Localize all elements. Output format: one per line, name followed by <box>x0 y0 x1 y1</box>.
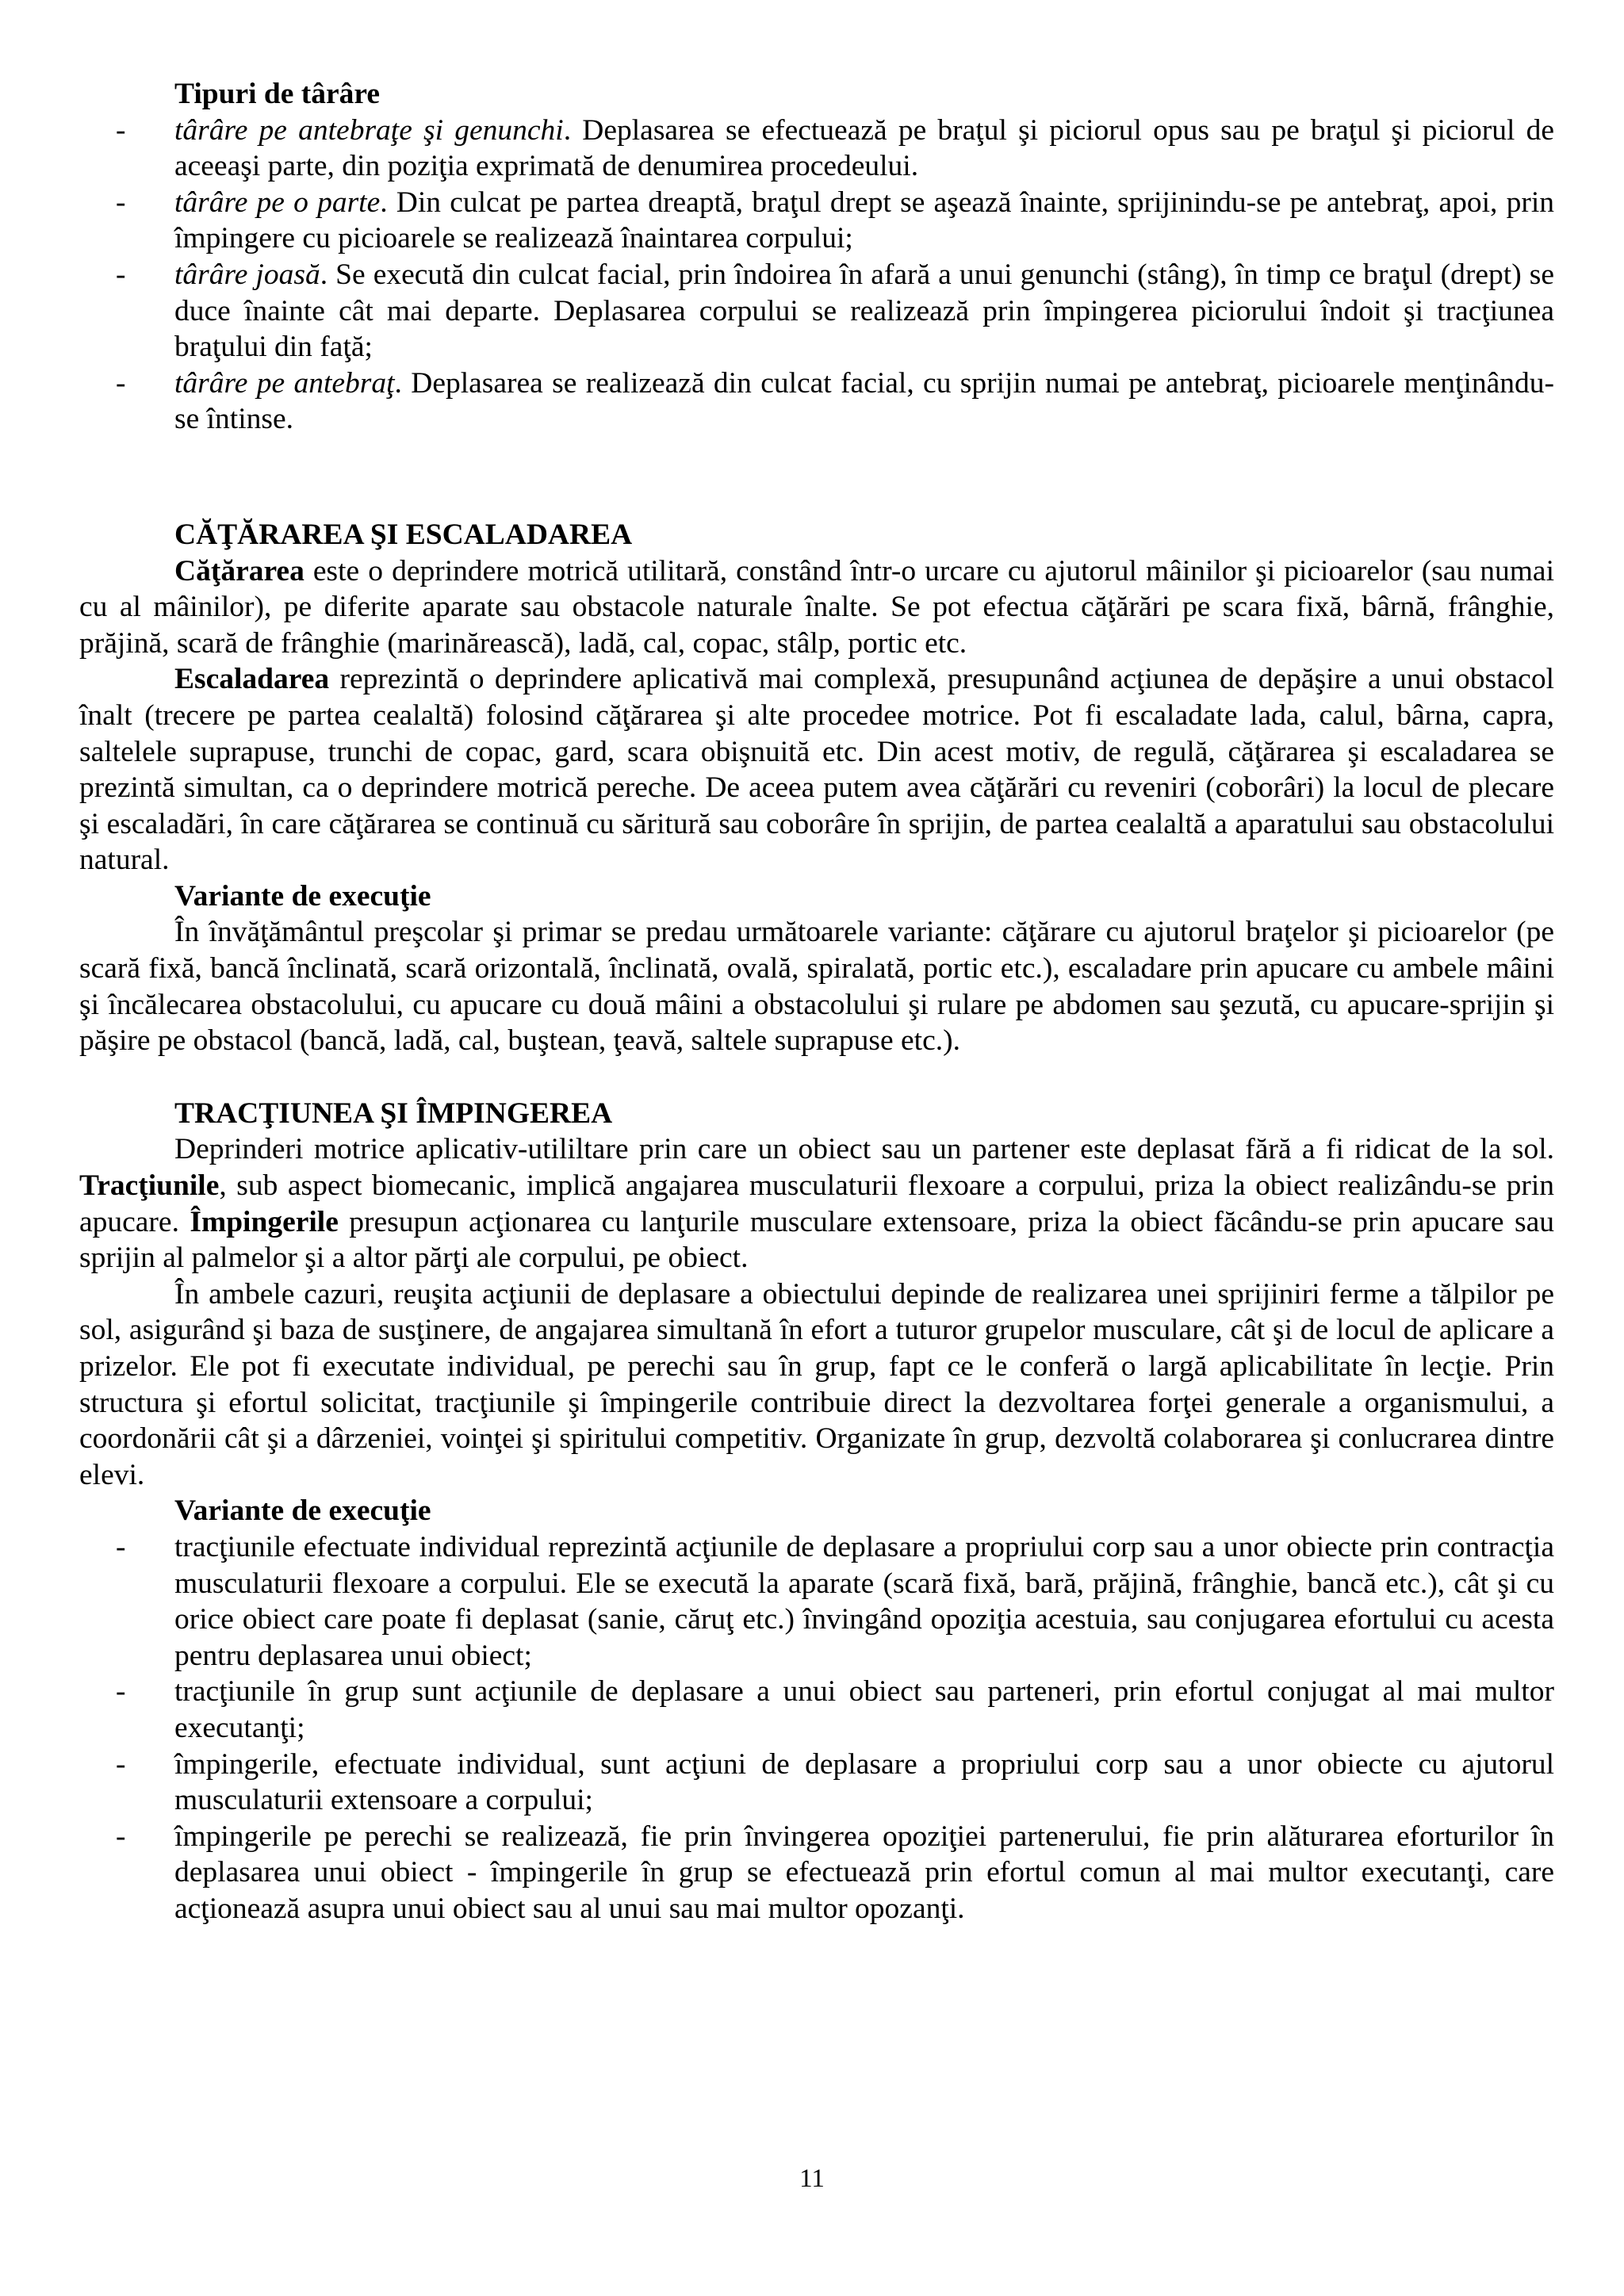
list-item-text: . Din culcat pe partea dreaptă, braţul drept se aşează înainte, sprijinindu-se pe antebraţ, apoi, prin împingere cu picioarele se realizează înaintarea corpului; <box>174 186 1554 255</box>
section-title-tarare: Tipuri de târâre <box>174 78 381 110</box>
spacer <box>79 438 1554 517</box>
list-item <box>79 1529 1554 1674</box>
bullet-dash: - <box>116 1675 126 1709</box>
list-item <box>79 1747 1554 1819</box>
bold-term: Escaladarea <box>174 663 330 696</box>
subheading-variante: Variante de execuţie <box>174 1494 431 1528</box>
list-item-term: târâre pe antebraţe şi genunchi <box>174 113 564 147</box>
list-item-text: tracţiunile efectuate individual reprezintă acţiunile de deplasare a propriului corp sau a unor obiecte prin contracţia musculaturii flexoare a corpului. Ele se execută la aparate (scară fixă, bară, prăjină, frânghie, bancă etc.), cât şi cu orice obiect care poate fi deplasat (sanie, căruţ etc.) învingând opoziţia acestuia, sau conjugarea efortului cu acesta pentru deplasarea unui obiect; <box>174 1530 1554 1672</box>
bold-term: Tracţiunile <box>79 1169 220 1203</box>
paragraph-variante: În învăţământul preşcolar şi primar se predau următoarele variante: căţărare cu ajutorul braţelor şi picioarelor (pe scară fixă, bancă înclinată, scară orizontală, înclinată, ovală, spiralată, portic etc.), escaladare prin apucare cu ambele mâini şi încălecarea obstacolului, cu apucare cu două mâini a obstacolului şi rulare pe abdomen sau şezută, cu apucare-sprijin şi păşire pe obstacol (bancă, ladă, cal, buştean, ţeavă, saltele suprapuse etc.). <box>79 916 1554 1058</box>
paragraph-catararea <box>79 553 1554 662</box>
spacer <box>79 1059 1554 1096</box>
list-item <box>79 1674 1554 1746</box>
bullet-dash: - <box>116 1747 126 1781</box>
paragraph-tractiunea-intro <box>79 1131 1554 1276</box>
bullet-dash: - <box>116 366 126 400</box>
bold-term: Împingerile <box>190 1205 339 1238</box>
list-item <box>79 257 1554 365</box>
page-number: 11 <box>799 2164 825 2193</box>
paragraph-text: presupun acţionarea cu lanţurile musculare extensoare, priza la obiect făcându-se prin apucare sau sprijin al palmelor şi a altor părţi ale corpului, pe obiect. <box>79 1205 1554 1275</box>
list-item <box>79 365 1554 438</box>
paragraph-text: , sub aspect biomecanic, implică angajarea musculaturii flexoare a corpului, priza la obiect realizându-se prin apucare. <box>79 1169 1554 1238</box>
paragraph-text: este o deprindere motrică utilitară, constând într-o urcare cu ajutorul mâinilor şi picioarelor (sau numai cu al mâinilor), pe diferite aparate sau obstacole naturale înalte. Se pot efectua căţărări pe scara fixă, bârnă, frânghie, prăjină, scară de frânghie (marinărească), ladă, cal, copac, stâlp, portic etc. <box>79 554 1554 660</box>
list-item-text: tracţiunile în grup sunt acţiunile de deplasare a unui obiect sau parteneri, prin efortul conjugat al mai multor executanţi; <box>174 1675 1554 1744</box>
bullet-dash: - <box>116 1820 126 1853</box>
list-item-term: târâre joasă <box>174 258 320 291</box>
list-item <box>79 185 1554 257</box>
list-item-text: împingerile pe perechi se realizează, fie prin învingerea opoziţiei partenerului, fie prin alăturarea eforturilor în deplasarea unui obiect - împingerile în grup se efectuează prin efortul comun al mai multor executanţi, care acţionează asupra unui obiect sau al unui sau mai multor opozanţi. <box>174 1820 1554 1925</box>
bullet-dash: - <box>116 113 126 147</box>
paragraph-tractiunea-detail: În ambele cazuri, reuşita acţiunii de deplasare a obiectului depinde de realizarea unei sprijiniri ferme a tălpilor pe sol, asigurând şi baza de susţinere, de angajarea simultană în efort a tuturor grupelor musculare, cât şi de locul de aplicare a prizelor. Ele pot fi executate individual, pe perechi sau în grup, fapt ce le conferă o largă aplicabilitate în lecţie. Prin structura şi efortul solicitat, tracţiunile şi împingerile contribuie direct la dezvoltarea forţei generale a organismului, a coordonării cât şi a dârzeniei, voinţei şi spiritului competitiv. Organizate în grup, dezvoltă colaborarea şi conlucrarea dintre elevi. <box>79 1277 1554 1491</box>
paragraph-text: Deprinderi motrice aplicativ-utililtare prin care un obiect sau un partener este deplasat fără a fi ridicat de la sol. <box>174 1133 1554 1166</box>
list-item-text: . Se execută din culcat facial, prin îndoirea în afară a unui genunchi (stâng), în timp ce braţul (drept) se duce înainte cât mai departe. Deplasarea corpului se realizează prin împingerea piciorului îndoit şi tracţiunea braţului din faţă; <box>174 258 1555 364</box>
list-item-term: târâre pe antebraţ <box>174 366 395 400</box>
list-item-text: împingerile, efectuate individual, sunt acţiuni de deplasare a propriului corp sau a unor obiecte cu ajutorul musculaturii extensoare a corpului; <box>174 1747 1554 1817</box>
bullet-dash: - <box>116 1530 126 1563</box>
bullet-dash: - <box>116 186 126 219</box>
list-item-text: . Deplasarea se realizează din culcat facial, cu sprijin numai pe antebraţ, picioarele menţinându-se întinse. <box>174 366 1554 436</box>
tarare-list <box>79 113 1554 438</box>
list-item <box>79 113 1554 185</box>
list-item-term: târâre pe o parte <box>174 186 381 219</box>
section-heading-catararea: CĂŢĂRAREA ŞI ESCALADAREA <box>174 518 633 551</box>
subheading-variante: Variante de execuţie <box>174 879 431 913</box>
bold-term: Căţărarea <box>174 554 304 587</box>
section-heading-tractiunea: TRACŢIUNEA ŞI ÎMPINGEREA <box>174 1096 613 1130</box>
paragraph-escaladarea <box>79 661 1554 878</box>
list-item-text: . Deplasarea se efectuează pe braţul şi piciorul opus sau pe braţul şi piciorul de aceeaşi parte, din poziţia exprimată de denumirea procedeului. <box>174 113 1554 183</box>
list-item <box>79 1819 1554 1927</box>
tractiunea-list <box>79 1529 1554 1927</box>
document-page <box>79 76 1554 1927</box>
bullet-dash: - <box>116 258 126 291</box>
paragraph-text: reprezintă o deprindere aplicativă mai complexă, presupunând acţiunea de depăşire a unui obstacol înalt (trecere pe partea cealaltă) folosind căţărarea şi alte procedee motrice. Pot fi escaladate lada, calul, bârna, capra, saltelele suprapuse, trunchi de copac, gard, scara obişnuită etc. Din acest motiv, de regulă, căţărarea şi escaladarea se prezintă simultan, ca o deprindere motrică pereche. De aceea putem avea căţărări cu reveniri (coborâri) la locul de plecare şi escaladări, în care căţărarea se continuă cu săritură sau coborâre în sprijin, de partea cealaltă a aparatului sau obstacolului natural. <box>79 663 1554 877</box>
